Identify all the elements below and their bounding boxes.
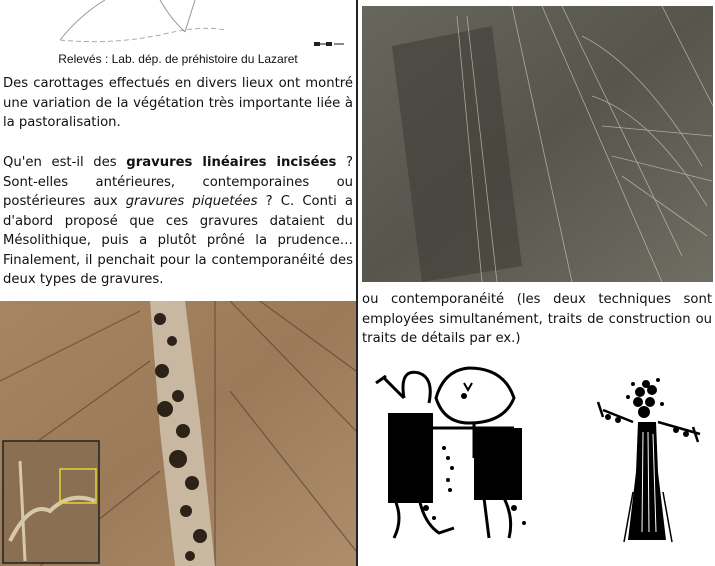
paragraph-engravings [3, 153, 353, 290]
rock-photo-pecked-line [0, 301, 356, 566]
column-divider [356, 0, 358, 566]
scale-bar-icon [314, 42, 344, 46]
text-segment: Qu'en est-il des [3, 155, 127, 170]
italic-term: gravures piquetées [125, 194, 258, 209]
text-segment: ? C. Conti a d'abord proposé que ces gravures dataient du Mésolithique, puis a plutôt prôné la prudence… Finalement, il penchait pour la contemporanéité des deux types de gravures. [3, 194, 354, 287]
left-column [0, 0, 356, 566]
paragraph-contemporaneity: ou contemporanéité (les deux techniques sont employées simultanément, traits de construction ou traits de détails par ex.) [362, 292, 712, 346]
bold-term: gravures linéaires incisées [126, 155, 337, 170]
text-segment: ? Sont-elles antérieures, contemporaines ou postérieures aux [3, 155, 353, 209]
rock-photo-incised-figures [362, 6, 713, 282]
paragraph-vegetation: Des carottages effectués en divers lieux ont montré une variation de la végétation très importante liée à la pastoralisation. [3, 76, 353, 130]
figure-caption: Relevés : Lab. dép. de préhistoire du Lazaret [58, 52, 298, 66]
anthropomorph-single-drawing [588, 372, 708, 547]
top-line-drawing [40, 0, 340, 50]
inset-thumbnail [3, 441, 99, 563]
anthropomorph-pair-drawing [364, 358, 564, 548]
